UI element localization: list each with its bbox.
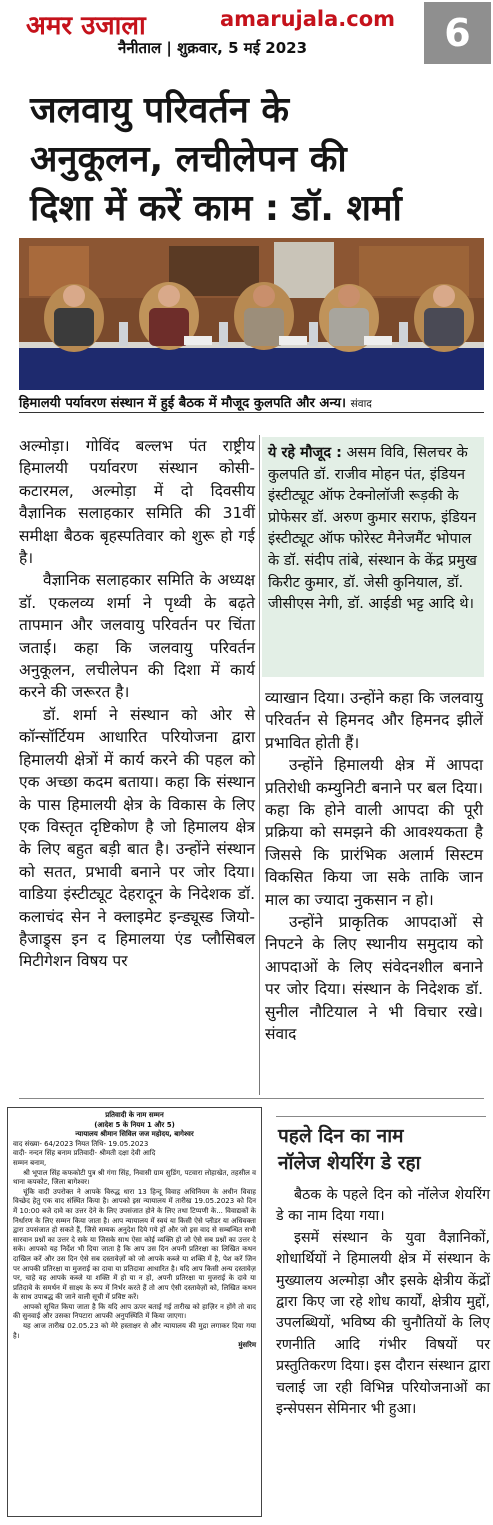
notice-paragraph: आपको सूचित किया जाता है कि यदि आप ऊपर बताई गई तारीख को हाज़िर न होंगे तो वाद की सुनवाई और उसका निपटारा आपकी अनुपस्थिति में किया जाएगा।: [13, 1302, 256, 1321]
caption-credit: संवाद: [350, 398, 372, 410]
notice-signature: मुंसरिम: [238, 1341, 256, 1350]
story2-paragraph: इसमें संस्थान के युवा वैज्ञानिकों, शोधार्थियों ने हिमालयी क्षेत्र में संस्थान के मुख्यालय अल्मोड़ा और इसके क्षेत्रीय केंद्रों द्वारा किए जा रहे शोध कार्यों, क्षेत्रीय मुद्दों, उपलब्धियों, भविष्य की चुनौतियों के लिए रणनीति आदि गंभीर विषयों पर प्रस्तुतिकरण दिया। इस दौरान संस्थान द्वारा चलाई जा रही विभिन्न परियोजनाओं का इन्सेपसन सेमिनार भी हुआ।: [276, 1229, 490, 1418]
story2-headline-line: नॉलेज शेयरिंग डे रहा: [278, 1152, 421, 1174]
article-paragraph: व्याखान दिया। उन्होंने कहा कि जलवायु परिवर्तन से हिमनद और हिमनद झीलें प्रभावित होती हैं।: [265, 689, 483, 752]
legal-notice: [7, 1107, 262, 1517]
article-paragraph: उन्होंने प्राकृतिक आपदाओं से निपटने के लिए स्थानीय समुदाय को आपदाओं के लिए संवेदनशील बनाने पर जोर दिया। संस्थान के निदेशक डॉ. सुनील नौटियाल ने भी विचार रखे। संवाद: [265, 913, 483, 1044]
headline-line: दिशा में करें काम : डॉ. शर्मा: [30, 188, 402, 229]
story2-headline-line: पहले दिन का नाम: [278, 1125, 404, 1147]
headline-line: जलवायु परिवर्तन के: [30, 90, 290, 131]
headline-line: अनुकूलन, लचीलेपन की: [30, 139, 347, 180]
caption-text: हिमालयी पर्यावरण संस्थान में हुई बैठक में मौजूद कुलपति और अन्य।: [19, 396, 347, 411]
article-paragraph: उन्होंने हिमालयी क्षेत्र में आपदा प्रतिरोधी कम्युनिटी बनाने पर बल दिया। कहा कि होने वाली आपदा की पूरी प्रक्रिया को समझने की आवश्यकता है जिससे कि प्रारंभिक अलार्म सिस्टम विकसित किया जा सके ताकि जान माल का ज्यादा नुकसान न हो।: [265, 756, 483, 909]
divider: [276, 1116, 486, 1117]
notice-subtitle: (आदेश 5 के नियम 1 और 5): [94, 1120, 175, 1129]
article-paragraph: डॉ. शर्मा ने संस्थान को ओर से कॉन्सॉर्टियम आधारित परियोजना द्वारा हिमालयी क्षेत्रों में कार्य करने की पहल को एक अच्छा कदम बताया। कहा कि संस्थान के पास हिमालयी क्षेत्र के विकास के लिए एक विस्तृत दृष्टिकोण है जो हिमालय क्षेत्र के लिए बहुत बड़ी बात है। उन्होंने संस्थान को सतत, प्रभावी बनाने पर जोर दिया। वाडिया इंस्टीट्यूट देहरादून के निदेशक डॉ. कलाचंद सेन ने क्लाइमेट इन्ड्यूस्ड जियो-हैजाड्र्स इन द हिमालया एंड प्लौसिबल मिटीगेशन विषय पर: [19, 705, 255, 971]
divider: [19, 412, 484, 413]
headline: [30, 86, 486, 233]
notice-parties: वादी- नन्दन सिंह बनाम प्रतिवादी- श्रीमती दक्षा देवी आदि: [13, 1149, 156, 1158]
article-right-column: [265, 687, 483, 1046]
notice-paragraph: यह आज तारीख 02.05.23 को मेरे हस्ताक्षर से और न्यायालय की मुद्रा लगाकर दिया गया है।: [13, 1322, 256, 1340]
attendees-list: असम विवि, सिलचर के कुलपति डॉ. राजीव मोहन पंत, इंडियन इंस्टीट्यूट ऑफ टेक्नोलॉजी रूड़की के प्रोफेसर डॉ. अरुण कुमार सराफ, इंडियन इंस्टीट्यूट ऑफ फोरेस्ट मैनेजमैंट भोपाल के डॉ. संदीप तांबे, संस्थान के केंद्र प्रमुख किरीट कुमार, डॉ. जेसी कुनियाल, डॉ. जीसीएस नेगी, डॉ. आईडी भट्ट आदि थे।: [268, 445, 477, 613]
photo-caption: [19, 393, 484, 411]
meeting-photo: [19, 238, 484, 390]
notice-summons-to: सम्मन बनाम,: [13, 1158, 47, 1167]
masthead: [0, 0, 493, 68]
article-paragraph: अल्मोड़ा। गोविंद बल्लभ पंत राष्ट्रीय हिमालयी पर्यावरण संस्थान कोसी-कटारमल, अल्मोड़ा में दो दिवसीय वैज्ञानिक सलाहकार समिति की 31वीं समीक्षा बैठक बृहस्पतिवार को शुरू हो गई है।: [19, 437, 255, 568]
page-number: 6: [424, 2, 491, 64]
attendees-lead: ये रहे मौजूद :: [268, 445, 342, 461]
attendees-text: [268, 443, 478, 616]
newspaper-logo: अमर उजाला: [26, 11, 146, 41]
story2-headline: [278, 1123, 488, 1177]
dateline: नैनीताल | शुक्रवार, 5 मई 2023: [118, 39, 308, 57]
notice-paragraph: चूंकि वादी उपरोक्त ने आपके विरुद्ध धारा 13 हिन्दू विवाह अधिनियम के अधीन विवाह विच्छेद हेतु एक वाद संस्थित किया है। आपको इस न्यायालय में तारीख 19.05.2023 को दिन में 10:00 बजे दावे का उत्तर देने के लिए उपसंजात होने के लिए तथा टिप्पणी के... विवाद्यकों के निर्धारण के लिए सम्मन किया जाता है। आप न्यायालय में स्वयं या किसी ऐसे प्लीडर या अधिवक्ता द्वारा उपसंजात हो सकते हैं, जिसे सम्यक अनुदेश दिये गये हों और जो इस वाद से सम्बन्धित सभी सारवान प्रश्नों का उत्तर दे सके या जिसके साथ ऐसा कोई व्यक्ति हो जो ऐसे सब प्रश्नों का उत्तर दे सके। आपको यह निर्देश भी दिया जाता है कि आप उस दिन अपनी प्रतिरक्षा का लिखित कथन दाखिल करें और उस दिन ऐसे सब दस्तावेज़ों को जो आपके कब्जे या शक्ति में है, पेश करें जिन पर आपकी प्रतिरक्षा या मुजराई का दावा या प्रतिदावा आधारित है। यदि आप किसी अन्य दस्तावेज़ पर, चाहे वह आपके कब्जे या शक्ति में हो या न हो, अपनी प्रतिरक्षा या मुजराई के दावे या प्रतिदावे के समर्थन में साक्ष्य के रूप में निर्भर करते हैं तो आप ऐसी दस्तावेज़ों को, लिखित कथन के साथ उपाबद्ध की जाने वाली सूची में प्रविष्ट करें।: [13, 1187, 256, 1302]
website-label: amarujala.com: [220, 7, 396, 31]
meeting-photo-illustration: [19, 238, 484, 390]
notice-title: प्रतिवादी के नाम सम्मन: [105, 1111, 164, 1119]
article-paragraph: वैज्ञानिक सलाहकार समिति के अध्यक्ष डॉ. एकलव्य शर्मा ने पृथ्वी के बढ़ते तापमान और जलवायु परिवर्तन पर चिंता जताई। कहा कि जलवायु परिवर्तन अनुकूलन, लचीलेपन की दिशा में कार्य करने की जरूरत है।: [19, 571, 255, 702]
article-left-column: [19, 435, 255, 973]
story2-body: [276, 1185, 490, 1420]
divider: [19, 1098, 484, 1099]
notice-court: न्यायालय श्रीमान सिविल जज महोदय, बागेश्वर: [75, 1130, 194, 1139]
story2-paragraph: बैठक के पहले दिन को नॉलेज शेयरिंग डे का नाम दिया गया।: [276, 1187, 490, 1225]
notice-case: वाद संख्या- 64/2023 नियत तिथि- 19.05.2023: [13, 1139, 149, 1148]
notice-paragraph: श्री भूपाल सिंह कफकोटी पुत्र श्री गंगा सिंह, निवासी ग्राम सुडिंग, पटवारा लोहाखेत, तहसील व थाना कपकोट, जिला बागेश्वर।: [13, 1168, 256, 1187]
column-divider: [259, 435, 260, 1095]
